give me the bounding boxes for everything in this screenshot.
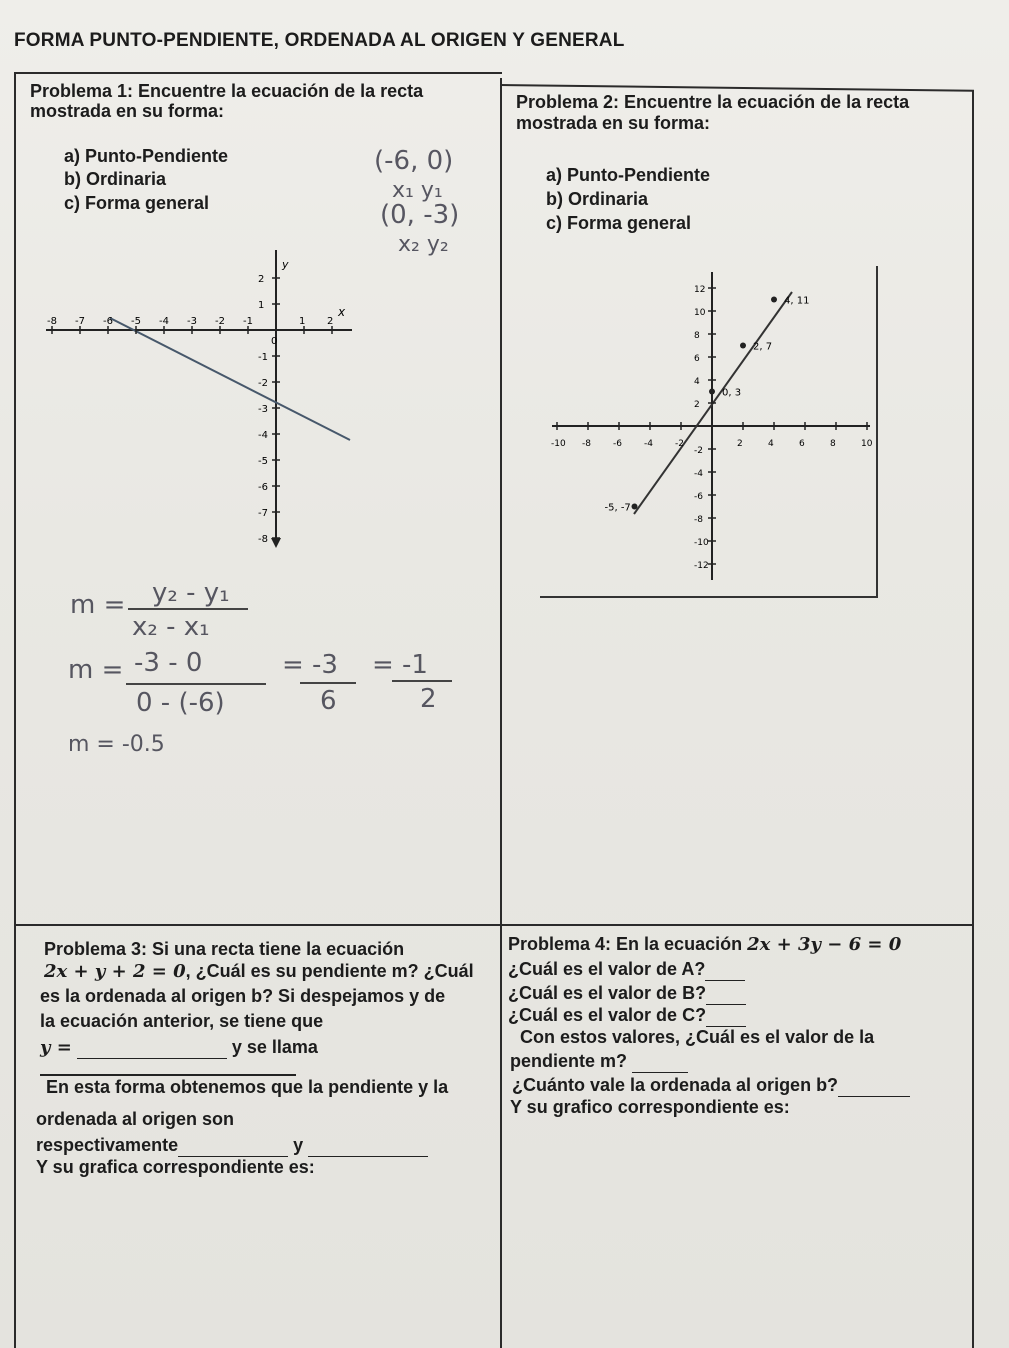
graph2-point-label: 2, 7 (753, 341, 773, 353)
graph2-y-tick-label: -6 (694, 492, 703, 502)
handwritten-result: m = -0.5 (68, 732, 165, 757)
graph2-x-tick-label: -8 (582, 439, 591, 449)
graph2-x-tick-label: 2 (737, 439, 743, 449)
handwritten-calc-den: 0 - (-6) (136, 688, 225, 718)
center-divider (500, 78, 502, 1348)
problem4-question-b-intercept: ¿Cuánto vale la ordenada al origen b? (512, 1075, 839, 1095)
problem3-respectivamente: respectivamente (36, 1135, 179, 1155)
handwritten-point1: (-6, 0) (374, 146, 454, 176)
graph2-y-tick-label: 12 (694, 285, 706, 295)
graph2-y-tick-label: -2 (694, 446, 703, 456)
graph1-y-tick-label: 1 (258, 300, 265, 311)
handwritten-calc-eq1-den: 6 (320, 686, 337, 716)
problem3-line7: ordenada al origen son (36, 1109, 235, 1129)
graph1-x-tick-label: -4 (159, 316, 169, 327)
top-border-left (14, 72, 502, 74)
problem1-heading: Problema 1: Encuentre la ecuación de la recta (30, 81, 424, 101)
graph2-x-tick-label: 6 (799, 439, 805, 449)
left-border (14, 72, 16, 1348)
handwritten-calc-bar (126, 683, 266, 685)
graph2-x-tick-label: 4 (768, 439, 774, 449)
problem3-slope-blank[interactable] (178, 1134, 288, 1157)
problem4-b-blank[interactable] (706, 982, 746, 1005)
problem3-line8 (36, 1134, 428, 1157)
graph1-y-tick-label: -1 (258, 352, 268, 363)
problem4-m-blank[interactable] (632, 1050, 688, 1073)
problem1-subheading: mostrada en su forma: (30, 101, 225, 121)
problem4-line4 (508, 1004, 746, 1027)
graph1-y-tick-label: -3 (258, 404, 268, 415)
problem4-intercept-blank[interactable] (838, 1074, 910, 1097)
graph2-point (632, 504, 638, 510)
problem4-equation: 2x + 3y − 6 = 0 (747, 934, 902, 955)
graph1-x-tick-label: -6 (103, 316, 113, 327)
graph1-line (110, 318, 350, 440)
graph1-y-tick-label: -4 (258, 430, 268, 441)
problem3-line2-rest: , ¿Cuál es su pendiente m? ¿Cuál (185, 961, 474, 981)
graph2-y-tick-label: -10 (694, 538, 709, 548)
handwritten-point2: (0, -3) (380, 200, 460, 230)
graph2-y-tick-label: 4 (694, 377, 700, 387)
graph2-x-tick-label: -6 (613, 439, 622, 449)
problem3-line3: es la ordenada al origen b? Si despejamos y de (40, 986, 446, 1006)
problem4-question-a: ¿Cuál es el valor de A? (508, 959, 706, 979)
graph1-y-tick-label: 2 (258, 274, 265, 285)
handwritten-point1-labels: x₁ y₁ (392, 178, 443, 203)
handwritten-calc-m: m = (68, 655, 124, 685)
handwritten-calc-eq1: = -3 (282, 650, 338, 680)
problem4-a-blank[interactable] (705, 958, 745, 981)
problem2-item-b: b) Ordinaria (546, 189, 649, 209)
problem4-question-b: ¿Cuál es el valor de B? (508, 983, 707, 1003)
graph1-y-tick-label: -8 (258, 534, 268, 545)
graph2-y-tick-label: 8 (694, 331, 700, 341)
problem3-line5 (40, 1036, 318, 1059)
graph1-x-tick-label: -2 (215, 316, 225, 327)
handwritten-point2-labels: x₂ y₂ (398, 232, 449, 257)
problem2-item-a: a) Punto-Pendiente (546, 165, 711, 185)
graph1-y-tick-label: -2 (258, 378, 268, 389)
graph2-point-label: -5, -7 (604, 502, 631, 514)
problem1-item-a: a) Punto-Pendiente (64, 146, 229, 166)
problem3-line9: Y su grafica correspondiente es: (36, 1157, 315, 1177)
problem3-line6: En esta forma obtenemos que la pendiente y la (46, 1077, 449, 1097)
graph1-y-label: y (282, 258, 289, 271)
graph2-x-tick-label: -2 (675, 439, 684, 449)
handwritten-calc-eq2: = -1 (372, 650, 428, 680)
problem3-line2 (44, 960, 474, 983)
problem4-line5: Con estos valores, ¿Cuál es el valor de la (520, 1027, 875, 1047)
problem3-y-equals: y = (40, 1037, 72, 1058)
graph2 (540, 262, 880, 592)
graph2-point (709, 389, 715, 395)
problem4-line2 (508, 958, 745, 981)
problem3-and: y (293, 1135, 304, 1155)
right-border (972, 90, 974, 1348)
graph2-x-tick-label: -4 (644, 439, 653, 449)
graph1-x-tick-label: 0 (271, 336, 278, 347)
problem4-line1 (508, 933, 901, 956)
graph1-x-tick-label: -7 (75, 316, 85, 327)
problem2-heading: Problema 2: Encuentre la ecuación de la recta (516, 92, 910, 112)
graph2-y-tick-label: -8 (694, 515, 703, 525)
handwritten-formula-num: y₂ - y₁ (152, 578, 230, 608)
problem4-line8: Y su grafico correspondiente es: (510, 1097, 790, 1117)
graph2-point (740, 343, 746, 349)
graph1-x-tick-label: -8 (47, 316, 57, 327)
graph1-x-tick-label: -3 (187, 316, 197, 327)
problem4-line1-text: Problema 4: En la ecuación (508, 934, 743, 954)
graph2-y-tick-label: 10 (694, 308, 706, 318)
handwritten-calc-eq2-bar (392, 680, 452, 682)
graph2-point (771, 297, 777, 303)
handwritten-formula-den: x₂ - x₁ (132, 612, 210, 642)
problem4-question-m: pendiente m? (510, 1051, 628, 1071)
problem2-item-c: c) Forma general (546, 213, 692, 233)
problem3-y-blank[interactable] (77, 1036, 227, 1059)
graph2-x-tick-label: 8 (830, 439, 836, 449)
problem2-subheading: mostrada en su forma: (516, 113, 711, 133)
problem1-item-c: c) Forma general (64, 193, 210, 213)
graph1-x-tick-label: -5 (131, 316, 141, 327)
graph1-x-label: x (338, 305, 346, 319)
graph2-point-label: 4, 11 (784, 295, 810, 307)
handwritten-formula-m: m = (70, 590, 126, 620)
graph1-x-tick-label: 2 (327, 316, 334, 327)
problem3-y-se-llama: y se llama (231, 1037, 318, 1057)
graph1-y-arrow (271, 538, 281, 548)
graph2-point-label: 0, 3 (722, 387, 742, 399)
graph1-y-tick-label: -7 (258, 508, 268, 519)
handwritten-calc-num: -3 - 0 (134, 648, 203, 678)
problem4-c-blank[interactable] (706, 1004, 746, 1027)
problem4-question-c: ¿Cuál es el valor de C? (508, 1005, 707, 1025)
problem3-equation: 2x + y + 2 = 0 (44, 961, 186, 982)
problem4-line3 (508, 982, 746, 1005)
graph2-y-tick-label: 6 (694, 354, 700, 364)
graph2-x-tick-label: 10 (861, 439, 873, 449)
problem1-item-b: b) Ordinaria (64, 169, 167, 189)
problem3-line4: la ecuación anterior, se tiene que (40, 1011, 324, 1031)
handwritten-formula-bar (128, 608, 248, 610)
graph2-y-tick-label: 2 (694, 400, 700, 410)
handwritten-calc-eq1-bar (300, 682, 356, 684)
mid-divider (14, 924, 974, 926)
page-title: FORMA PUNTO-PENDIENTE, ORDENADA AL ORIGEN Y GENERAL (14, 30, 625, 51)
graph2-y-tick-label: -4 (694, 469, 703, 479)
problem3-intercept-blank[interactable] (308, 1134, 428, 1157)
problem4-line7 (512, 1074, 910, 1097)
problem4-line6 (510, 1050, 688, 1073)
problem3-line1: Problema 3: Si una recta tiene la ecuación (44, 939, 405, 959)
graph2-y-tick-label: -12 (694, 561, 709, 571)
graph1-x-tick-label: 1 (299, 316, 306, 327)
graph1-y-tick-label: -6 (258, 482, 268, 493)
graph2-x-tick-label: -10 (551, 439, 566, 449)
graph1-y-tick-label: -5 (258, 456, 268, 467)
handwritten-calc-eq2-den: 2 (420, 684, 437, 714)
graph1-x-tick-label: -1 (243, 316, 253, 327)
graph1 (40, 240, 360, 550)
